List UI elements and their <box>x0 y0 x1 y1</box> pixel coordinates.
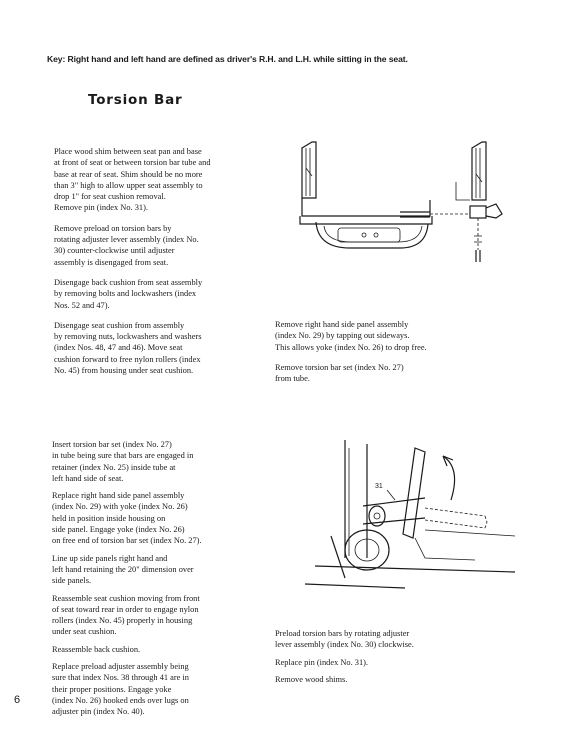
left-removal-steps <box>54 146 279 376</box>
step-reassemble-seat-cushion: Reassemble seat cushion moving from front of seat toward rear in order to engage nylon rollers (index No. 45) properly in housing under seat cushion. <box>52 593 200 637</box>
step-place-shim: Place wood shim between seat pan and base at front of seat or between torsion bar tube and base at rear of seat. Shim should be no more than 3" high to allow upper seat assembly to drop 1" for seat cushion removal. Remove pin (index No. 31). <box>54 147 211 213</box>
step-line-up-panels: Line up side panels right hand and left hand retaining the 20" dimension over side panels. <box>52 553 194 586</box>
step-remove-torsion-bar-set: Remove torsion bar set (index No. 27) from tube. <box>275 362 404 384</box>
callout-31: 31 <box>375 483 383 490</box>
right-removal-steps <box>275 319 505 384</box>
step-reassemble-back-cushion: Reassemble back cushion. <box>52 644 141 654</box>
seat-assembly-diagram <box>290 138 520 268</box>
step-replace-side-panel: Replace right hand side panel assembly (index No. 29) with yoke (index No. 26) held in position inside housing on side panel. Engage yoke (index No. 26) on free end of torsion bar set (index No. 27). <box>52 491 202 546</box>
step-insert-torsion-bar: Insert torsion bar set (index No. 27) in tube being sure that bars are engaged in retainer (index No. 25) inside tube at left hand side of seat. <box>52 440 194 483</box>
key-note: Key: Right hand and left hand are defined as driver's R.H. and L.H. while sitting in the seat. <box>47 54 408 64</box>
step-remove-wood-shims: Remove wood shims. <box>275 674 348 684</box>
left-install-steps <box>52 439 282 718</box>
section-title: Torsion Bar <box>88 92 183 108</box>
step-disengage-back-cushion: Disengage back cushion from seat assembly by removing bolts and lockwashers (index Nos. 52 and 47). <box>54 277 203 310</box>
preload-adjuster-diagram <box>275 438 515 613</box>
step-remove-side-panel: Remove right hand side panel assembly (index No. 29) by tapping out sideways. This allows yoke (index No. 26) to drop free. <box>275 320 427 352</box>
page-number: 6 <box>14 694 21 706</box>
right-install-steps <box>275 628 505 685</box>
step-disengage-seat-cushion: Disengage seat cushion from assembly by removing nuts, lockwashers and washers (index Nos. 48, 47 and 46). Move seat cushion forward to free nylon rollers (index No. 45) from housing under seat cushion. <box>54 320 202 376</box>
step-preload-torsion-bars: Preload torsion bars by rotating adjuster lever assembly (index No. 30) clockwise. <box>275 629 414 650</box>
step-remove-preload: Remove preload on torsion bars by rotating adjuster lever assembly (index No. 30) counter-clockwise until adjuster assembly is disengaged from seat. <box>54 223 199 267</box>
step-replace-pin: Replace pin (index No. 31). <box>275 657 369 667</box>
step-replace-preload-adjuster: Replace preload adjuster assembly being sure that index Nos. 38 through 41 are in their proper positions. Engage yoke (index No. 26) hooked ends over lugs on adjuster pin (index No. 40). <box>52 662 189 717</box>
